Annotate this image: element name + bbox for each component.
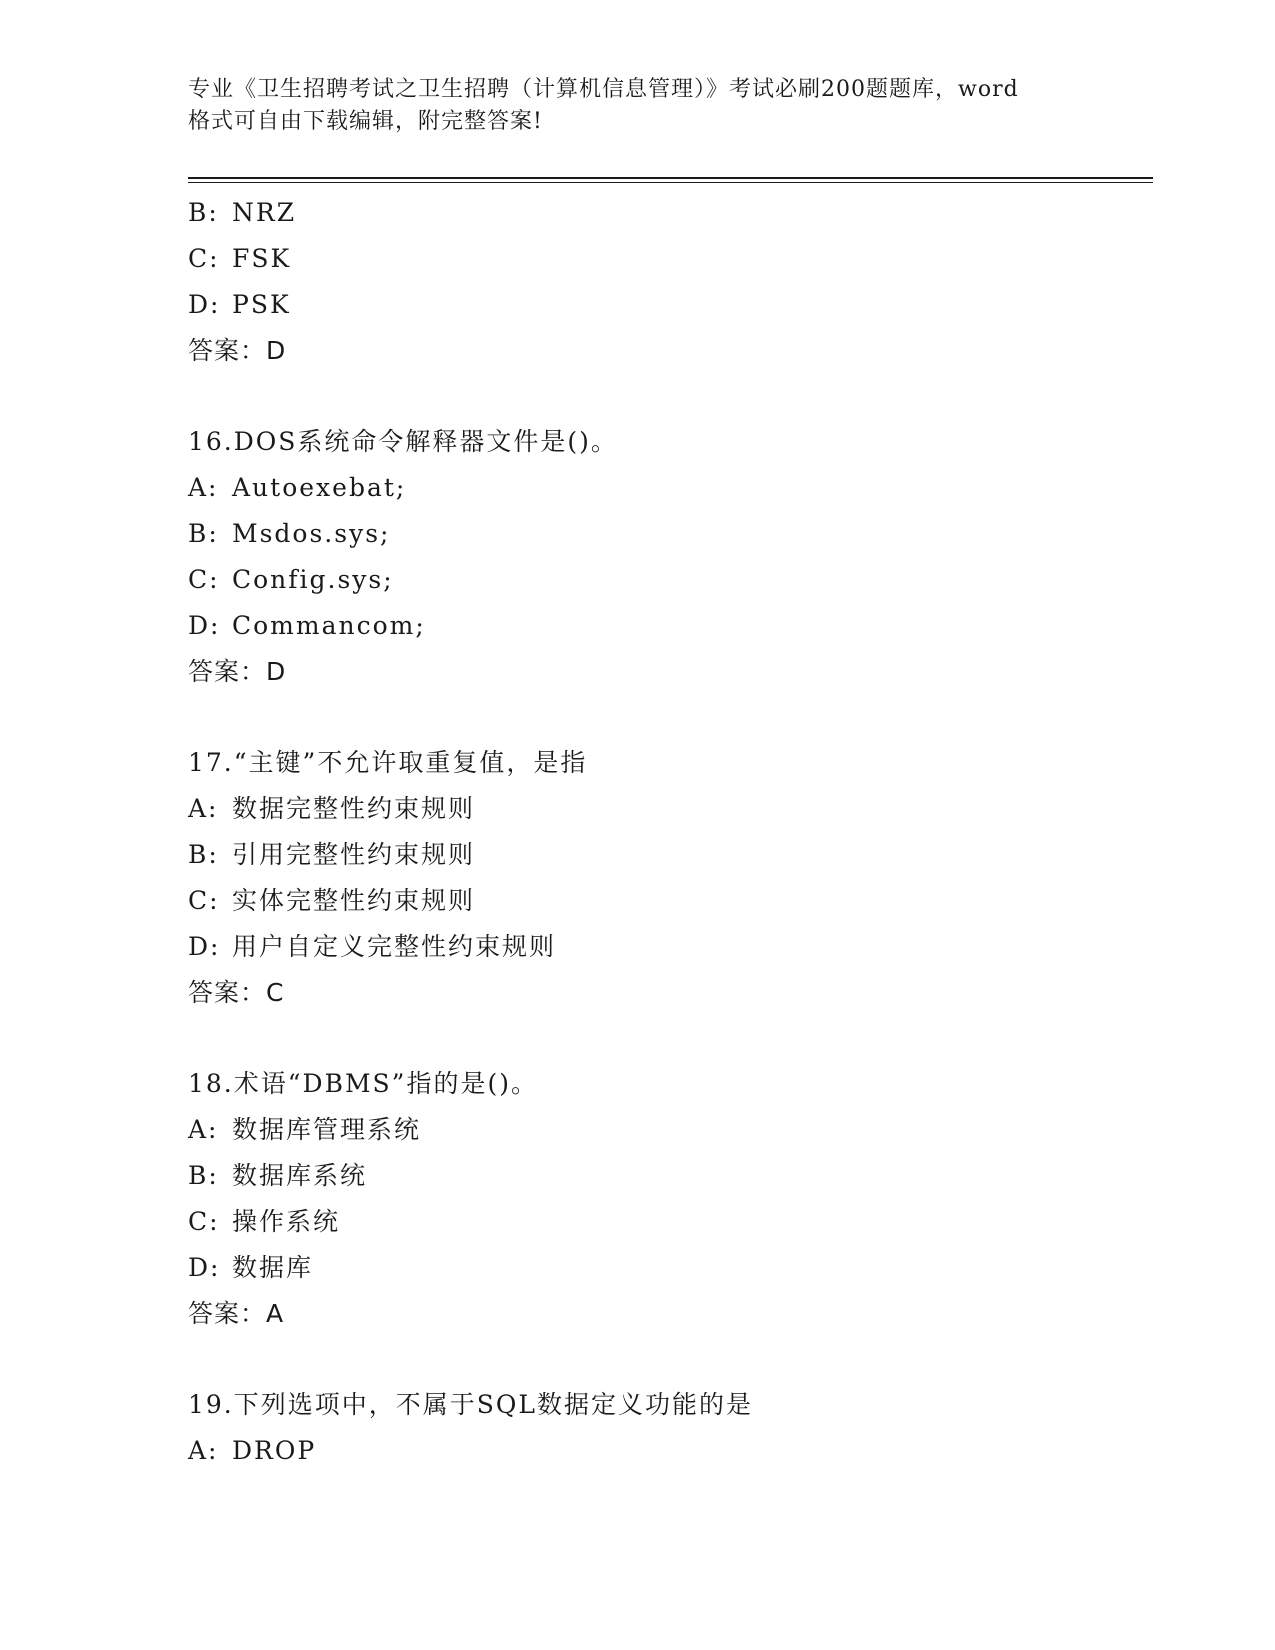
question-spacer bbox=[188, 1016, 1153, 1061]
answer-line: 答案：D bbox=[188, 657, 287, 686]
option-letter: B: bbox=[188, 198, 219, 227]
option-text: Commancom; bbox=[232, 611, 426, 640]
option-letter: C: bbox=[188, 244, 220, 273]
document-header bbox=[188, 74, 1088, 138]
option-letter: C: bbox=[188, 565, 220, 594]
option-row bbox=[188, 924, 1153, 970]
option-text: PSK bbox=[232, 290, 291, 319]
question-15-continued bbox=[188, 190, 1153, 374]
option-letter: A: bbox=[188, 1115, 219, 1144]
question-spacer bbox=[188, 695, 1153, 740]
option-row bbox=[188, 190, 1153, 236]
option-row bbox=[188, 1428, 1153, 1474]
option-letter: B: bbox=[188, 519, 219, 548]
option-text: 数据完整性约束规则 bbox=[232, 794, 476, 823]
option-text: NRZ bbox=[232, 198, 297, 227]
option-text: 数据库管理系统 bbox=[232, 1115, 422, 1144]
answer-line: 答案：D bbox=[188, 336, 287, 365]
option-letter: D: bbox=[188, 611, 221, 640]
question-19 bbox=[188, 1382, 1153, 1474]
option-row bbox=[188, 832, 1153, 878]
option-row bbox=[188, 236, 1153, 282]
question-17 bbox=[188, 740, 1153, 1016]
option-row bbox=[188, 603, 1153, 649]
option-text: 用户自定义完整性约束规则 bbox=[232, 932, 557, 961]
option-text: 实体完整性约束规则 bbox=[232, 886, 476, 915]
option-letter: D: bbox=[188, 932, 221, 961]
option-text: Msdos.sys; bbox=[232, 519, 391, 548]
question-stem: 19.下列选项中，不属于SQL数据定义功能的是 bbox=[188, 1390, 753, 1419]
option-row bbox=[188, 282, 1153, 328]
option-letter: D: bbox=[188, 290, 221, 319]
header-line-2: 格式可自由下载编辑，附完整答案! bbox=[188, 109, 543, 134]
header-line-1: 专业《卫生招聘考试之卫生招聘（计算机信息管理）》考试必刷200题题库，word bbox=[188, 77, 1019, 102]
option-row bbox=[188, 786, 1153, 832]
option-row bbox=[188, 511, 1153, 557]
option-row bbox=[188, 1199, 1153, 1245]
question-stem: 16.DOS系统命令解释器文件是()。 bbox=[188, 427, 618, 456]
answer-line: 答案：C bbox=[188, 978, 285, 1007]
option-text: 操作系统 bbox=[232, 1207, 341, 1236]
option-letter: B: bbox=[188, 1161, 219, 1190]
option-row bbox=[188, 1107, 1153, 1153]
question-list bbox=[188, 190, 1153, 1474]
option-text: 数据库系统 bbox=[232, 1161, 368, 1190]
option-row bbox=[188, 1153, 1153, 1199]
option-text: Config.sys; bbox=[232, 565, 394, 594]
question-stem: 17.“主键”不允许取重复值，是指 bbox=[188, 748, 588, 777]
option-letter: C: bbox=[188, 1207, 220, 1236]
question-spacer bbox=[188, 374, 1153, 419]
option-row bbox=[188, 1245, 1153, 1291]
option-letter: A: bbox=[188, 1436, 219, 1465]
question-spacer bbox=[188, 1337, 1153, 1382]
option-row bbox=[188, 878, 1153, 924]
option-text: Autoexebat; bbox=[232, 473, 407, 502]
option-letter: B: bbox=[188, 840, 219, 869]
question-16 bbox=[188, 419, 1153, 695]
option-letter: A: bbox=[188, 794, 219, 823]
option-letter: A: bbox=[188, 473, 219, 502]
option-text: 数据库 bbox=[232, 1253, 314, 1282]
option-text: DROP bbox=[232, 1436, 317, 1465]
option-row bbox=[188, 557, 1153, 603]
option-text: 引用完整性约束规则 bbox=[232, 840, 476, 869]
header-divider-thick bbox=[188, 177, 1153, 179]
option-text: FSK bbox=[232, 244, 292, 273]
option-letter: C: bbox=[188, 886, 220, 915]
question-18 bbox=[188, 1061, 1153, 1337]
option-letter: D: bbox=[188, 1253, 221, 1282]
answer-line: 答案：A bbox=[188, 1299, 285, 1328]
option-row bbox=[188, 465, 1153, 511]
question-stem: 18.术语“DBMS”指的是()。 bbox=[188, 1069, 538, 1098]
header-divider-thin bbox=[188, 182, 1153, 183]
